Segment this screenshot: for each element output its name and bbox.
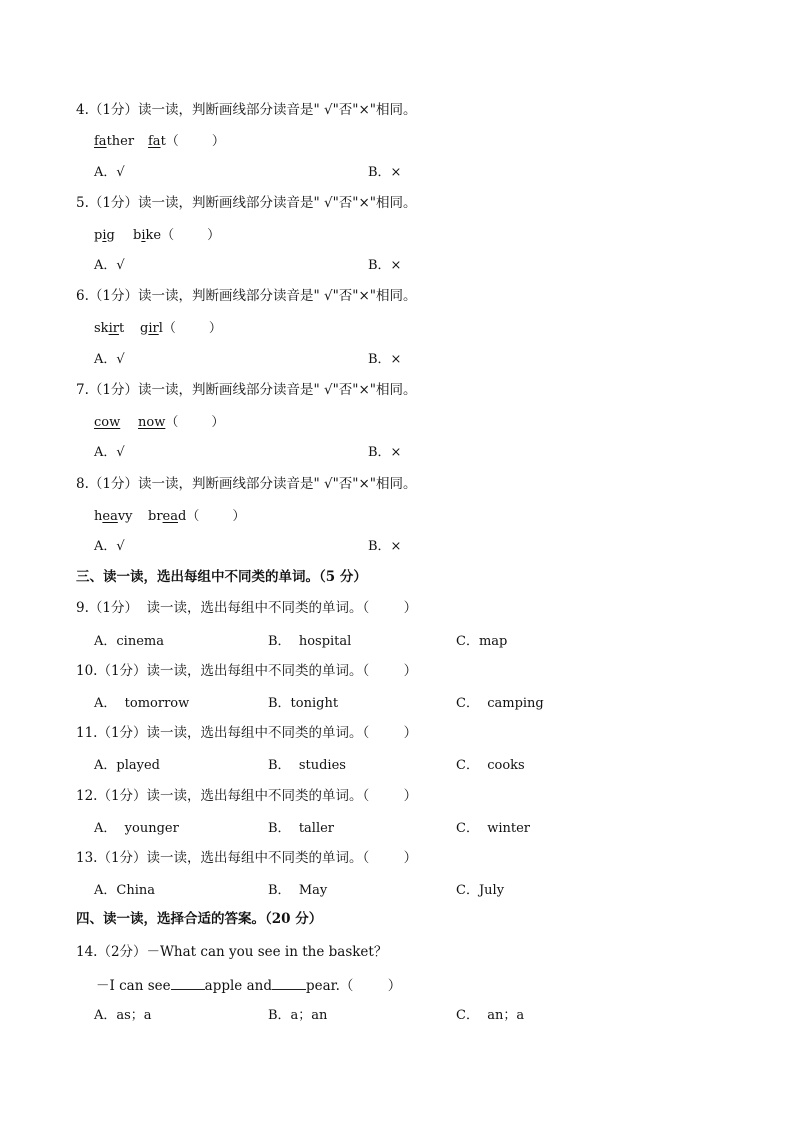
- question-7-word-1: [94, 416, 120, 429]
- q14-option-a[interactable]: A．as；a: [94, 1008, 152, 1023]
- question-8-word-1: [94, 510, 133, 523]
- question-5-option-a[interactable]: A．√: [94, 258, 125, 273]
- underlined-part: now: [138, 415, 166, 430]
- q14-text-b: apple and: [204, 978, 272, 994]
- word-prefix: p: [94, 228, 103, 243]
- q14-text-c: pear.（ ）: [305, 978, 402, 994]
- answer-parentheses[interactable]: （ ）: [162, 321, 222, 336]
- question-11-option-a[interactable]: A．played: [94, 758, 160, 773]
- question-13-option-c[interactable]: C．July: [456, 883, 505, 898]
- question-8-word-2: [148, 510, 245, 523]
- underlined-part: i: [141, 228, 146, 243]
- question-5-word-1: [94, 229, 115, 242]
- question-4-word-2: [148, 135, 225, 148]
- answer-parentheses[interactable]: （ ）: [186, 509, 246, 524]
- question-5-stem: 5.（1分）读一读，判断画线部分读音是" √"否"×"相同。: [76, 195, 417, 211]
- question-6-word-1: [94, 322, 124, 335]
- section3-title: 三、读一读，选出每组中不同类的单词。（5 分）: [76, 569, 367, 585]
- question-10-option-a[interactable]: A． tomorrow: [94, 696, 190, 711]
- question-12-option-c[interactable]: C． winter: [456, 821, 531, 836]
- question-12-option-a[interactable]: A． younger: [94, 821, 179, 836]
- word-suffix: ke: [145, 228, 162, 243]
- question-12-option-b[interactable]: B． taller: [268, 821, 335, 836]
- question-14-stem: 14.（2分）－What can you see in the basket？: [76, 944, 388, 960]
- question-7-option-a[interactable]: A．√: [94, 445, 125, 460]
- underlined-part: ea: [162, 509, 178, 524]
- word-suffix: d: [178, 509, 187, 524]
- word-prefix: br: [148, 509, 163, 524]
- word-prefix: sk: [94, 321, 109, 336]
- underlined-part: ir: [148, 321, 159, 336]
- word-prefix: g: [140, 321, 149, 336]
- question-8-stem: 8.（1分）读一读，判断画线部分读音是" √"否"×"相同。: [76, 476, 417, 492]
- question-10-option-c[interactable]: C． camping: [456, 696, 544, 711]
- word-suffix: vy: [117, 509, 133, 524]
- word-suffix: g: [106, 228, 115, 243]
- word-suffix: t: [118, 321, 125, 336]
- question-7-option-b[interactable]: B．×: [368, 445, 402, 460]
- question-5-option-b[interactable]: B．×: [368, 258, 402, 273]
- underlined-part: i: [102, 228, 107, 243]
- answer-parentheses[interactable]: （ ）: [165, 134, 225, 149]
- question-6-option-b[interactable]: B．×: [368, 352, 402, 367]
- word-suffix: l: [158, 321, 163, 336]
- question-9-option-a[interactable]: A．cinema: [94, 634, 164, 649]
- question-6-stem: 6.（1分）读一读，判断画线部分读音是" √"否"×"相同。: [76, 288, 417, 304]
- question-13-stem: 13.（1分）读一读，选出每组中不同类的单词。（ ）: [76, 850, 418, 866]
- underlined-part: fa: [148, 134, 161, 149]
- q14-option-c[interactable]: C． an；a: [456, 1008, 525, 1023]
- word-suffix: ther: [106, 134, 135, 149]
- question-4-word-1: [94, 135, 134, 148]
- question-6-word-2: [140, 322, 222, 335]
- question-5-word-2: [133, 229, 220, 242]
- question-11-option-b[interactable]: B． studies: [268, 758, 346, 773]
- answer-parentheses[interactable]: （ ）: [161, 228, 221, 243]
- underlined-part: cow: [94, 415, 121, 430]
- q14-text-a: －I can see: [96, 978, 171, 994]
- word-prefix: h: [94, 509, 103, 524]
- question-13-option-a[interactable]: A．China: [94, 883, 155, 898]
- question-4-option-a[interactable]: A．√: [94, 165, 125, 180]
- question-11-stem: 11.（1分）读一读，选出每组中不同类的单词。（ ）: [76, 725, 418, 741]
- question-9-option-b[interactable]: B． hospital: [268, 634, 352, 649]
- question-8-option-b[interactable]: B．×: [368, 539, 402, 554]
- question-4-stem: 4.（1分）读一读，判断画线部分读音是" √"否"×"相同。: [76, 102, 417, 118]
- answer-parentheses[interactable]: （ ）: [165, 415, 225, 430]
- underlined-part: ir: [108, 321, 119, 336]
- question-8-option-a[interactable]: A．√: [94, 539, 125, 554]
- question-9-stem: 9.（1分） 读一读，选出每组中不同类的单词。（ ）: [76, 600, 418, 616]
- question-10-option-b[interactable]: B．tonight: [268, 696, 339, 711]
- section4-title: 四、读一读，选择合适的答案。（20 分）: [76, 911, 323, 927]
- word-prefix: b: [133, 228, 142, 243]
- word-suffix: t: [160, 134, 166, 149]
- q14-option-b[interactable]: B．a；an: [268, 1008, 328, 1023]
- question-7-word-2: [138, 416, 224, 429]
- question-14-sentence: [96, 977, 401, 994]
- underlined-part: ea: [102, 509, 118, 524]
- question-10-stem: 10.（1分）读一读，选出每组中不同类的单词。（ ）: [76, 663, 418, 679]
- question-6-option-a[interactable]: A．√: [94, 352, 125, 367]
- answer-blank[interactable]: [272, 977, 306, 990]
- question-12-stem: 12.（1分）读一读，选出每组中不同类的单词。（ ）: [76, 788, 418, 804]
- question-4-option-b[interactable]: B．×: [368, 165, 402, 180]
- question-7-stem: 7.（1分）读一读，判断画线部分读音是" √"否"×"相同。: [76, 382, 417, 398]
- question-13-option-b[interactable]: B． May: [268, 883, 328, 898]
- underlined-part: fa: [94, 134, 107, 149]
- answer-blank[interactable]: [171, 977, 205, 990]
- question-9-option-c[interactable]: C．map: [456, 634, 508, 649]
- question-11-option-c[interactable]: C． cooks: [456, 758, 525, 773]
